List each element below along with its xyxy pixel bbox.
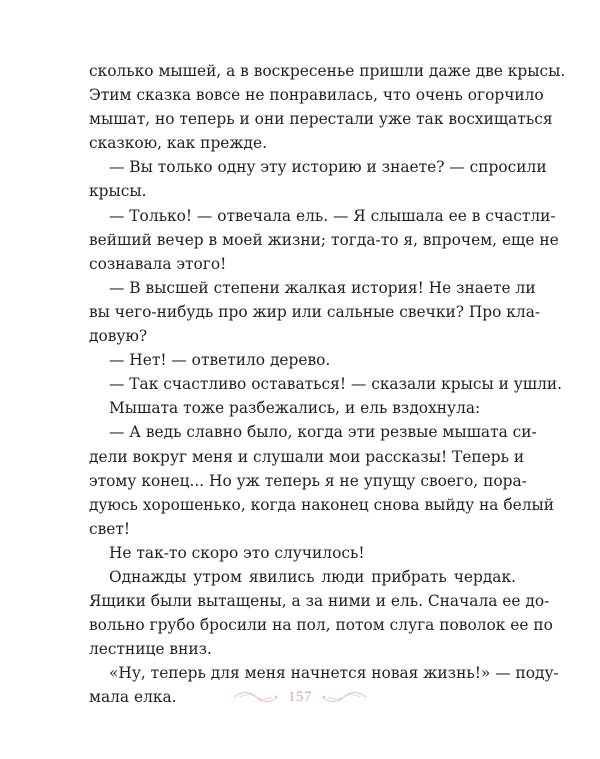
text-line: вейший вечер в моей жизни; тогда-то я, впрочем, еще не	[89, 230, 559, 249]
text-line: «Ну, теперь для меня начнется новая жизнь!» — поду-	[109, 664, 559, 683]
text-line: крысы.	[89, 182, 147, 201]
text-line: свет!	[89, 519, 131, 538]
text-line: — Так счастливо оставаться! — сказали крысы и ушли.	[109, 375, 563, 394]
text-line: Мышата тоже разбежались, и ель вздохнула:	[109, 399, 481, 418]
text-line: дуюсь хорошенько, когда наконец снова выйду на белый	[89, 495, 555, 514]
text-line: мала елка.	[89, 688, 177, 707]
text-line: Ящики были вытащены, а за ними и ель. Сначала ее до-	[89, 592, 550, 611]
flourish-ornament-right-icon	[320, 690, 368, 704]
text-line: вы чего-нибудь про жир или сальные свечки? Про кла-	[89, 302, 541, 321]
text-line: дели вокруг меня и слушали мои рассказы! Теперь и	[89, 447, 525, 466]
text-line: довую?	[89, 327, 148, 346]
text-line: сказкою, как прежде.	[89, 134, 268, 153]
text-line: — Нет! — ответило дерево.	[109, 351, 331, 370]
text-line: сознавала этого!	[89, 254, 227, 273]
text-line: этому конец... Но уж теперь я не упущу своего, пора-	[89, 471, 527, 490]
text-line: — Вы только одну эту историю и знаете? — спросили	[109, 158, 547, 177]
flourish-ornament-left-icon	[232, 690, 280, 704]
text-line: — В высшей степени жалкая история! Не знаете ли	[109, 278, 536, 297]
page-number: 157	[288, 688, 312, 705]
text-line: лестнице вниз.	[89, 640, 212, 659]
text-line: мышат, но теперь и они перестали уже так восхищаться	[89, 110, 553, 129]
text-line: Не так-то скоро это случилось!	[109, 543, 365, 562]
text-line: Однажды утром явились люди прибрать чердак.	[109, 567, 516, 586]
text-line: — А ведь славно было, когда эти резвые мышата си-	[109, 423, 537, 442]
page-footer	[0, 685, 600, 709]
text-line: Этим сказка вовсе не понравилась, что очень огорчило	[89, 86, 544, 105]
text-line: — Только! — отвечала ель. — Я слышала ее в счастли-	[109, 206, 556, 225]
text-line: вольно грубо бросили на пол, потом слуга поволок ее по	[89, 616, 553, 635]
text-line: сколько мышей, а в воскресенье пришли даже две крысы.	[89, 62, 566, 80]
body-text	[89, 59, 566, 710]
